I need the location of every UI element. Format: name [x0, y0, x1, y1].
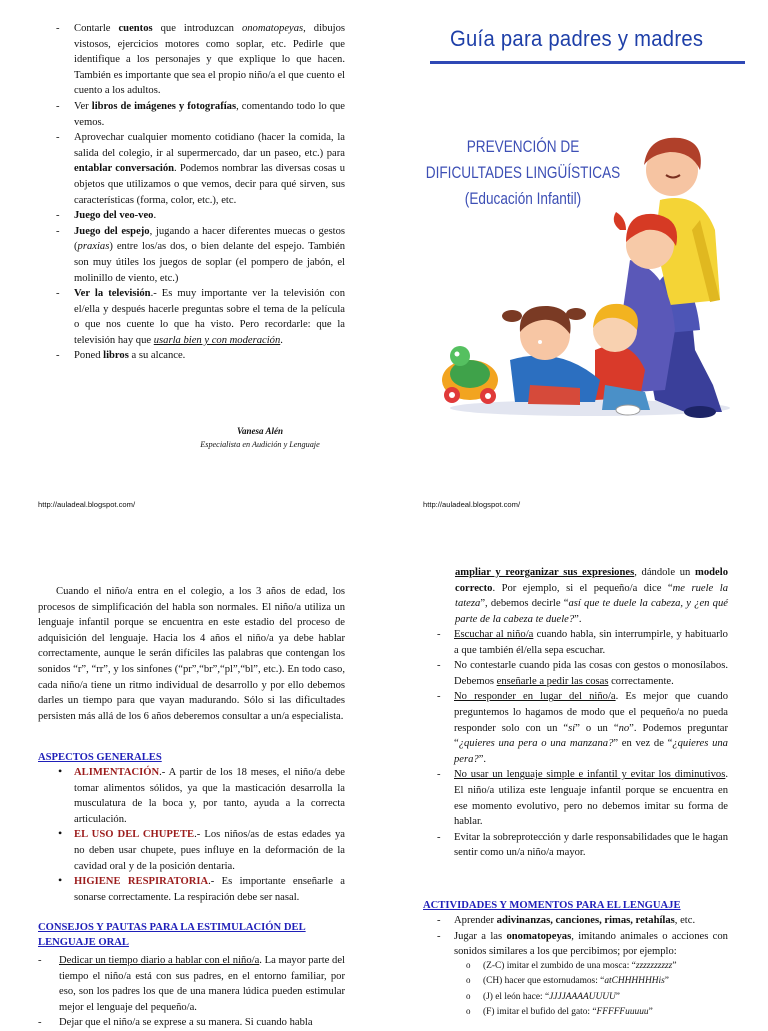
- list-item: - Aprovechar cualquier momento cotidiano (hacer la comida, la salida del colegio, ir al supermercado, dar un paseo, etc.) para entablar conversación. Podemos nombrar las diversas cosas u objetos que utilizamos o que vemos, decir para qué sirven, sus características (forma, color, etc.), etc.: [56, 130, 345, 208]
- blog-url[interactable]: http://auladeal.blogspot.com/: [38, 500, 136, 509]
- list-item: o (Z-C) imitar el zumbido de una mosca: “zzzzzzzzzz”: [437, 959, 728, 974]
- prevention-line-2: DIFICULTADES LINGÜÍSTICAS: [425, 163, 621, 182]
- sounds-list: [437, 959, 728, 1021]
- prevention-line-3: (Educación Infantil): [464, 189, 582, 208]
- list-item: - Dedicar un tiempo diario a hablar con el niño/a. La mayor parte del tiempo el niño/a está con sus padres, en el entorno familiar, por eso, son los padres los que de una manera lúdica pueden estimular mejor el lenguaje del pequeño/a.: [38, 953, 345, 1015]
- tips-list: [437, 627, 728, 861]
- family-children-illustration: [430, 130, 730, 422]
- list-item: - Juego del espejo, jugando a hacer diferentes muecas o gestos (praxias) entre los/as dos, o bien delante del espejo. También son muy útiles los juegos de soplar (el pompero de jabón, el molinillo de viento, etc.): [56, 224, 345, 286]
- list-item: - No usar un lenguaje simple e infantil y evitar los diminutivos. El niño/a utiliza este lenguaje infantil porque se encuentra en ese momento evolutivo, pero no debemos imitar su forma de hablar.: [437, 767, 728, 829]
- intro-paragraph: Cuando el niño/a entra en el colegio, a los 3 años de edad, los procesos de simplificación del habla son normales. El niño/a utiliza un lenguaje infantil porque se encuentra en este estadio del proceso de adquisición del lenguaje. Hacia los 4 años el niño/a ya debe hablar correctamente, aunque le serán difíciles las palabras que contengan los sonidos “r”, “rr”, y los sinfones (“pr”,“br”,“pl”,“bl”, etc.). En todo caso, cada niño/a tiene un ritmo individual de desarrollo y por ello debemos darles un tiempo para que vayan madurando. Sólo si las dificultades persisten más allá de los 6 años deberemos consultar a un/a especialista.: [38, 586, 345, 722]
- list-item: - Escuchar al niño/a cuando habla, sin interrumpirle, y habituarlo a que también él/ella sepa escuchar.: [437, 627, 728, 658]
- list-item: - Ver la televisión.- Es muy importante ver la televisión con el/ella y después hacerle preguntas sobre el tema de la película o que nos cuente lo que ha visto. Pero recordarle: que la televisión hay que usarla bien y con moderación.: [56, 286, 345, 348]
- title-rule: [430, 61, 745, 64]
- list-item: - Juego del veo-veo.: [56, 208, 345, 224]
- page-title: Guía para padres y madres: [450, 26, 704, 51]
- list-item: o (F) imitar el bufido del gato: “FFFFFuuuuu”: [437, 1005, 728, 1020]
- list-item: - No responder en lugar del niño/a. Es mejor que cuando preguntemos lo hagamos de modo que el pequeño/a no pueda responder solo con un “sí” o un “no”. Podemos preguntar “¿quieres una pera o una manzana?” en vez de “¿quieres una pera?”.: [437, 689, 728, 767]
- activities-list: [437, 913, 728, 960]
- list-item: - Dejar que el niño/a se exprese a su manera. Si cuando habla: [38, 1015, 345, 1031]
- list-item: • EL USO DEL CHUPETE.- Los niños/as de estas edades ya no deben usar chupete, pues influye en la deformación de la cavidad oral y de la posición dentaria.: [38, 827, 345, 874]
- continued-paragraph: ampliar y reorganizar sus expresiones, dándole un modelo correcto. Por ejemplo, si el pequeño/a dice “me ruele la tateza”, debemos decirle “así que te duele la cabeza, y ¿en qué parte de la cabeza te duele?”.: [455, 567, 728, 625]
- list-item: o (CH) hacer que estornudamos: “atCHHHHHHis”: [437, 974, 728, 989]
- list-item: • HIGIENE RESPIRATORIA.- Es importante enseñarle a sonarse correctamente. La respiración debe ser nasal.: [38, 874, 345, 905]
- blog-url-right[interactable]: http://auladeal.blogspot.com/: [423, 500, 521, 509]
- list-item: - Aprender adivinanzas, canciones, rimas, retahílas, etc.: [437, 913, 728, 929]
- advice-list: [38, 953, 345, 1031]
- author-role: Especialista en Audición y Lenguaje: [200, 440, 320, 449]
- author-name: Vanesa Alén: [237, 426, 283, 436]
- list-item: • ALIMENTACIÓN.- A partir de los 18 meses, el niño/a debe tomar alimentos sólidos, ya que la masticación desarrolla la musculatura de la boca y, por tanto, ayuda a la correcta articulación.: [38, 765, 345, 827]
- prevention-line-1: PREVENCIÓN DE: [466, 137, 580, 156]
- top-left-list: [56, 21, 345, 364]
- list-item: - Evitar la sobreprotección y darle responsabilidades que le hagan sentir como un/a niño/a mayor.: [437, 830, 728, 861]
- heading-advice: CONSEJOS Y PAUTAS PARA LA ESTIMULACIÓN DEL LENGUAJE ORAL: [38, 922, 306, 948]
- list-item: - Ver libros de imágenes y fotografías, comentando todo lo que vemos.: [56, 99, 345, 130]
- general-aspects-list: [38, 765, 345, 905]
- heading-activities: ACTIVIDADES Y MOMENTOS PARA EL LENGUAJE: [423, 900, 681, 911]
- heading-general-aspects: ASPECTOS GENERALES: [38, 752, 162, 763]
- list-item: - Contarle cuentos que introduzcan onomatopeyas, dibujos vistosos, ejercicios motores como soplar, etc. Pedirle que identifique a los personajes y que explique lo que hacen. También es importante que sea el propio niño/a el que cuento el cuento a los adultos.: [56, 21, 345, 99]
- list-item: - Jugar a las onomatopeyas, imitando animales o acciones con sonidos similares a los que percibimos; por ejemplo:: [437, 929, 728, 960]
- list-item: - No contestarle cuando pida las cosas con gestos o monosílabos. Debemos enseñarle a pedir las cosas correctamente.: [437, 658, 728, 689]
- list-item: o (J) el león hace: “JJJJAAAAUUUU”: [437, 990, 728, 1005]
- list-item: - Poned libros a su alcance.: [56, 348, 345, 364]
